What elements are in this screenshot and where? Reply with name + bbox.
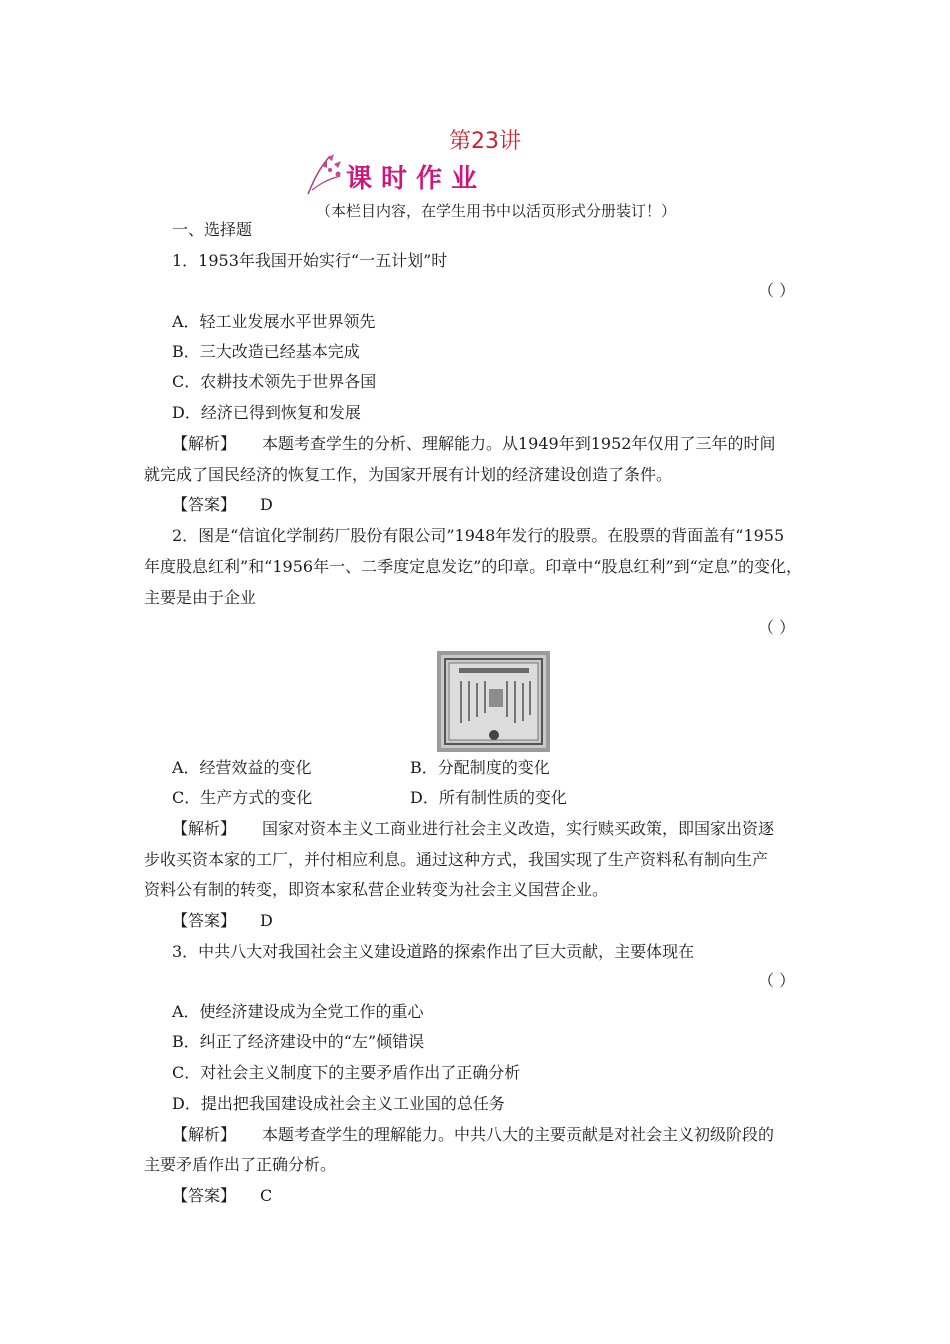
binding-note: （本栏目内容，在学生用书中以活页形式分册装订！） [316,202,677,220]
option-a: A．轻工业发展水平世界领先 [172,312,376,331]
analysis-text: 就完成了国民经济的恢复工作，为国家开展有计划的经济建设创造了条件。 [144,465,673,484]
analysis-label: 【解析】 [172,434,237,453]
section-heading: 一、选择题 [172,220,253,239]
option-b: B．纠正了经济建设中的“左”倾错误 [172,1032,425,1051]
option-d: D．提出把我国建设成社会主义工业国的总任务 [172,1094,505,1113]
answer-label: 【答案】 [172,911,237,930]
option-d: D．所有制性质的变化 [410,788,567,807]
analysis-text: 本题考查学生的理解能力。中共八大的主要贡献是对社会主义初级阶段的 [262,1125,775,1144]
analysis-text: 步收买资本家的工厂，并付相应利息。通过这种方式，我国实现了生产资料私有制向生产 [144,850,769,869]
question-stem: 3．中共八大对我国社会主义建设道路的探索作出了巨大贡献，主要体现在 [172,942,695,961]
answer-value: D [260,495,273,514]
answer-bracket: （ ） [758,618,796,637]
question-stem: 年度股息红利”和“1956年一、二季度定息发讫”的印章。印章中“股息红利”到“定息”的变化， [144,557,802,576]
option-b: B．分配制度的变化 [410,758,550,777]
answer-label: 【答案】 [172,495,237,514]
homework-banner [300,150,490,198]
question-stem: 2．图是“信谊化学制药厂股份有限公司”1948年发行的股票。在股票的背面盖有“1955 [172,526,785,545]
analysis-text: 本题考查学生的分析、理解能力。从1949年到1952年仅用了三年的时间 [262,434,776,453]
option-b: B．三大改造已经基本完成 [172,342,360,361]
question-stem: 主要是由于企业 [144,588,257,607]
question-stem: 1．1953年我国开始实行“一五计划”时 [172,251,448,270]
answer-label: 【答案】 [172,1186,237,1205]
analysis-text: 主要矛盾作出了正确分析。 [144,1155,337,1174]
analysis-label: 【解析】 [172,1125,237,1144]
analysis-text: 国家对资本主义工商业进行社会主义改造，实行赎买政策，即国家出资逐 [262,819,775,838]
analysis-text: 资料公有制的转变，即资本家私营企业转变为社会主义国营企业。 [144,880,609,899]
option-c: C．对社会主义制度下的主要矛盾作出了正确分析 [172,1063,521,1082]
answer-bracket: （ ） [758,281,796,300]
analysis-label: 【解析】 [172,819,237,838]
answer-value: D [260,911,273,930]
option-a: A．经营效益的变化 [172,758,312,777]
stock-certificate-image [437,651,550,752]
option-a: A．使经济建设成为全党工作的重心 [172,1002,424,1021]
answer-bracket: （ ） [758,971,796,990]
lesson-title: 第23讲 [449,129,521,154]
option-d: D．经济已得到恢复和发展 [172,403,361,422]
banner-label: 课时作业 [346,164,487,194]
orchid-icon [300,150,348,198]
option-c: C．农耕技术领先于世界各国 [172,372,377,391]
option-c: C．生产方式的变化 [172,788,313,807]
answer-value: C [260,1186,273,1205]
